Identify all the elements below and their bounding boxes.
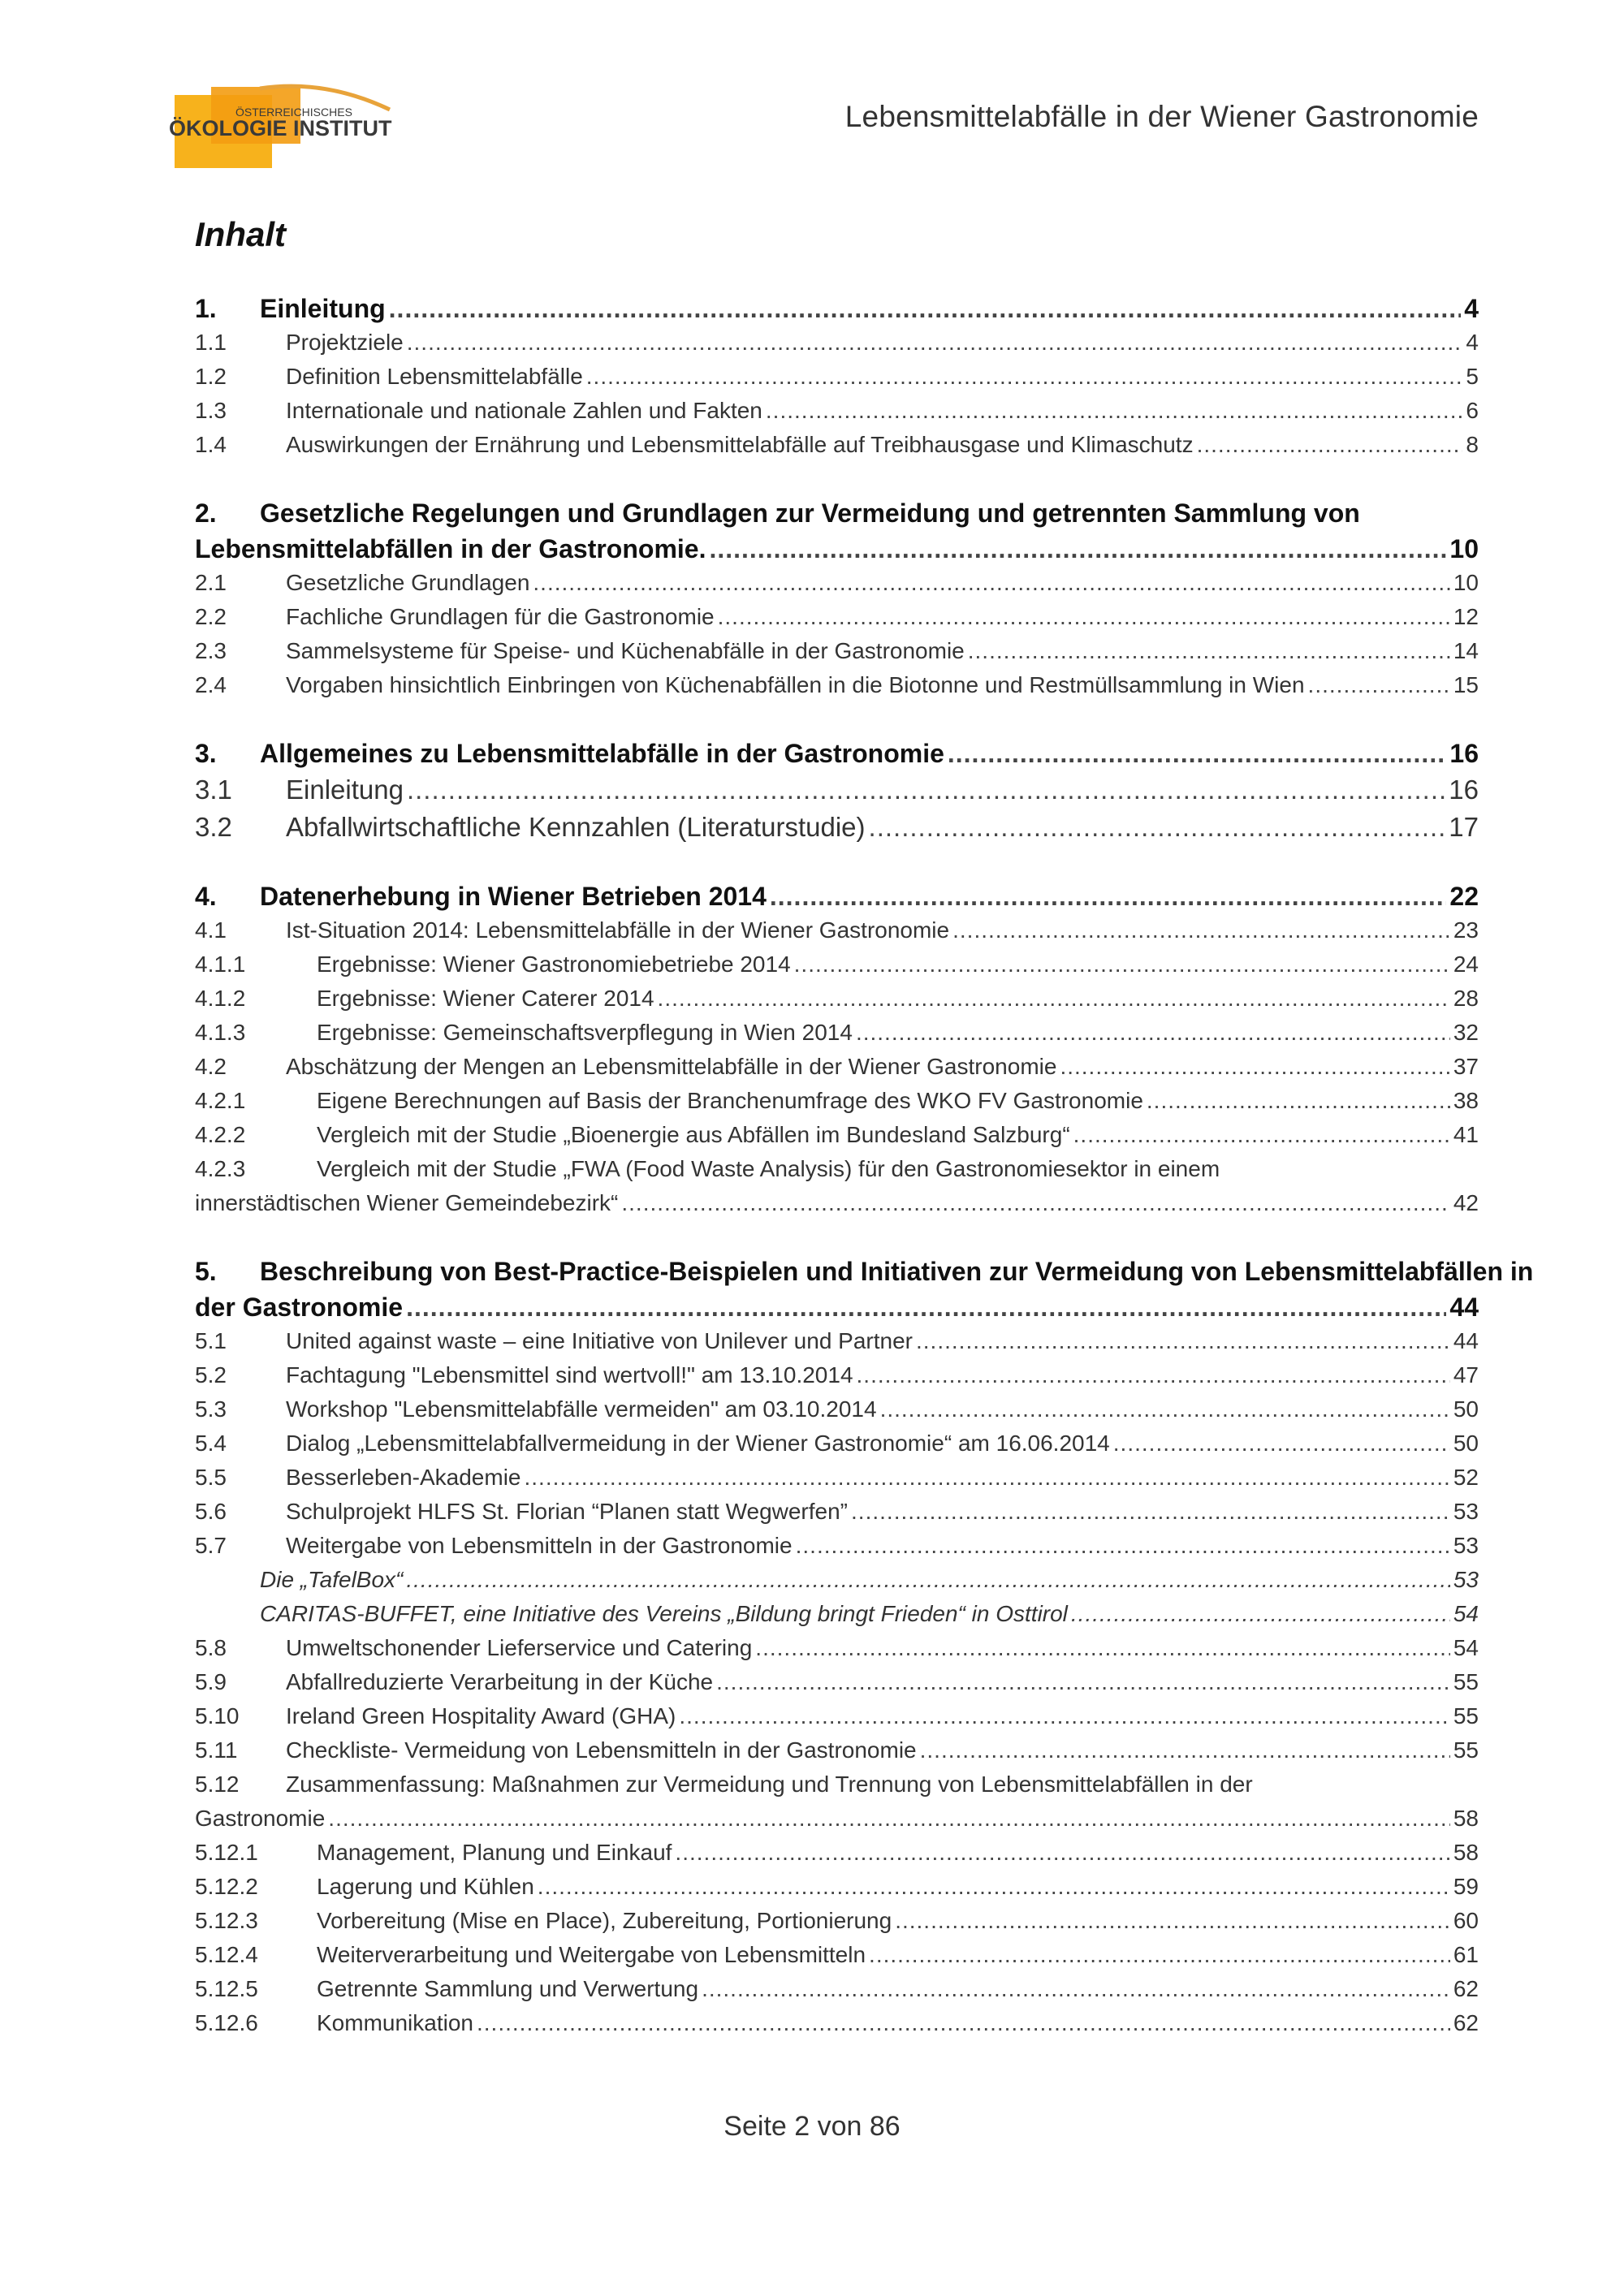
toc-title-line1: Beschreibung von Best-Practice-Beispielen und Initiativen zur Vermeidung von Lebensmittelabfällen in — [260, 1257, 1534, 1286]
toc-entry-3[interactable] — [195, 739, 1479, 775]
toc-number: 5.10 — [195, 1703, 240, 1728]
toc-number: 4.1.2 — [195, 986, 246, 1011]
toc-entry-5-12-cont[interactable] — [195, 1806, 1479, 1840]
toc-number: 5.5 — [195, 1465, 227, 1490]
toc-page: 15 — [1453, 672, 1479, 697]
toc-number: 3.2 — [195, 812, 232, 842]
toc-number: 5.2 — [195, 1362, 227, 1388]
toc-number: 4.2.3 — [195, 1156, 246, 1181]
toc-page: 32 — [1453, 1020, 1479, 1045]
toc-page: 50 — [1453, 1396, 1479, 1422]
toc-entry-4-1[interactable] — [195, 917, 1479, 952]
toc-title: Weitergabe von Lebensmitteln in der Gastronomie — [286, 1533, 793, 1558]
toc-entry-5-cont[interactable] — [195, 1293, 1479, 1328]
toc-title: Vorgaben hinsichtlich Einbringen von Küchenabfällen in die Biotonne und Restmüllsammlung in Wien — [286, 672, 1305, 697]
toc-number: 4.1.1 — [195, 952, 246, 977]
toc-number: 5.3 — [195, 1396, 227, 1422]
toc-number: 3. — [195, 739, 217, 768]
toc-entry-5-2[interactable] — [195, 1362, 1479, 1396]
toc-entry-5-4[interactable] — [195, 1431, 1479, 1465]
toc-title: Abfallwirtschaftliche Kennzahlen (Literaturstudie) — [286, 812, 866, 842]
toc-number: 2.4 — [195, 672, 227, 697]
toc-number: 5.12.4 — [195, 1942, 258, 1967]
table-of-contents — [195, 294, 1534, 2044]
toc-page: 53 — [1453, 1567, 1479, 1592]
toc-title: Schulprojekt HLFS St. Florian “Planen statt Wegwerfen” — [286, 1499, 849, 1524]
toc-entry-2[interactable] — [195, 498, 1479, 534]
toc-number: 1.3 — [195, 398, 227, 423]
toc-number: 2.3 — [195, 638, 227, 663]
toc-title-line2: der Gastronomie — [195, 1293, 404, 1322]
toc-title: Gesetzliche Grundlagen — [286, 570, 530, 595]
toc-page: 38 — [1453, 1088, 1479, 1113]
toc-page: 58 — [1453, 1806, 1479, 1831]
toc-heading: Inhalt — [195, 215, 286, 253]
toc-title: Auswirkungen der Ernährung und Lebensmittelabfälle auf Treibhausgase und Klimaschutz — [286, 432, 1194, 457]
toc-number: 4.1.3 — [195, 1020, 246, 1045]
toc-page: 6 — [1466, 398, 1479, 423]
toc-number: 5.12 — [195, 1772, 240, 1797]
toc-title: Die „TafelBox“ — [260, 1567, 404, 1592]
toc-page: 44 — [1449, 1293, 1479, 1322]
toc-entry-5-12-3[interactable] — [195, 1908, 1479, 1942]
toc-number: 1.1 — [195, 330, 227, 355]
document-header-title: Lebensmittelabfälle in der Wiener Gastronomie — [844, 100, 1479, 133]
toc-number: 5.12.6 — [195, 2010, 258, 2035]
toc-page: 55 — [1453, 1737, 1479, 1763]
toc-page: 10 — [1449, 534, 1479, 563]
toc-title: Ergebnisse: Gemeinschaftsverpflegung in Wien 2014 — [317, 1020, 853, 1045]
toc-number: 4. — [195, 882, 217, 911]
toc-title: Ergebnisse: Wiener Caterer 2014 — [317, 986, 654, 1011]
toc-title: Besserleben-Akademie — [286, 1465, 521, 1490]
toc-page: 10 — [1453, 570, 1479, 595]
toc-page: 60 — [1453, 1908, 1479, 1933]
toc-title: Checkliste- Vermeidung von Lebensmitteln in der Gastronomie — [286, 1737, 917, 1763]
toc-entry-1[interactable] — [195, 294, 1479, 330]
toc-title: Abschätzung der Mengen an Lebensmittelabfälle in der Wiener Gastronomie — [286, 1054, 1057, 1079]
toc-page: 8 — [1466, 432, 1479, 457]
toc-title: United against waste – eine Initiative von Unilever und Partner — [286, 1328, 913, 1353]
toc-number: 1.2 — [195, 364, 227, 389]
toc-entry-3-1[interactable] — [195, 775, 1479, 812]
toc-number: 5.11 — [195, 1737, 238, 1763]
oekologie-institut-logo — [162, 77, 406, 170]
toc-entry-3-2[interactable] — [195, 812, 1479, 849]
toc-entry-5-12-6[interactable] — [195, 2010, 1479, 2044]
toc-entry-5-1[interactable] — [195, 1328, 1479, 1362]
toc-page: 22 — [1449, 882, 1479, 911]
toc-title: Allgemeines zu Lebensmittelabfälle in der Gastronomie — [260, 739, 944, 768]
toc-page: 4 — [1466, 330, 1479, 355]
toc-entry-5-7[interactable] — [195, 1533, 1479, 1567]
toc-number: 5.12.5 — [195, 1976, 258, 2001]
toc-title: Ireland Green Hospitality Award (GHA) — [286, 1703, 676, 1728]
toc-page: 52 — [1453, 1465, 1479, 1490]
toc-title: Getrennte Sammlung und Verwertung — [317, 1976, 699, 2001]
toc-page: 41 — [1453, 1122, 1479, 1147]
toc-entry-2-3[interactable] — [195, 638, 1479, 672]
toc-entry-4-2[interactable] — [195, 1054, 1479, 1088]
toc-page: 54 — [1453, 1601, 1479, 1626]
toc-entry-5-9[interactable] — [195, 1669, 1479, 1703]
toc-title: Fachliche Grundlagen für die Gastronomie — [286, 604, 715, 629]
toc-entry-5-8[interactable] — [195, 1635, 1479, 1669]
toc-title-line2: innerstädtischen Wiener Gemeindebezirk“ — [195, 1190, 619, 1215]
toc-title: Vergleich mit der Studie „Bioenergie aus Abfällen im Bundesland Salzburg“ — [317, 1122, 1070, 1147]
toc-title: Ergebnisse: Wiener Gastronomiebetriebe 2014 — [317, 952, 791, 977]
toc-number: 5.12.1 — [195, 1840, 258, 1865]
toc-number: 4.2.1 — [195, 1088, 246, 1113]
toc-number: 5.8 — [195, 1635, 227, 1660]
toc-entry-1-1[interactable] — [195, 330, 1479, 364]
toc-number: 1. — [195, 294, 217, 323]
toc-page: 61 — [1453, 1942, 1479, 1967]
toc-page: 55 — [1453, 1703, 1479, 1728]
toc-title: Management, Planung und Einkauf — [317, 1840, 672, 1865]
toc-page: 62 — [1453, 1976, 1479, 2001]
toc-page: 50 — [1453, 1431, 1479, 1456]
toc-entry-5[interactable] — [195, 1257, 1534, 1293]
toc-entry-4-2-3[interactable] — [195, 1156, 1479, 1190]
toc-page: 62 — [1453, 2010, 1479, 2035]
toc-entry-4-2-1[interactable] — [195, 1088, 1479, 1122]
toc-page: 44 — [1453, 1328, 1479, 1353]
toc-title-line1: Gesetzliche Regelungen und Grundlagen zur Vermeidung und getrennten Sammlung von — [260, 498, 1360, 528]
toc-entry-5-7-caritas[interactable] — [195, 1601, 1479, 1635]
toc-entry-2-1[interactable] — [195, 570, 1479, 604]
toc-entry-4-2-3-cont[interactable] — [195, 1190, 1479, 1224]
toc-title: Eigene Berechnungen auf Basis der Branchenumfrage des WKO FV Gastronomie — [317, 1088, 1143, 1113]
toc-entry-5-12-1[interactable] — [195, 1840, 1479, 1874]
toc-entry-4-1-1[interactable] — [195, 952, 1479, 986]
toc-title: Fachtagung "Lebensmittel sind wertvoll!" am 13.10.2014 — [286, 1362, 853, 1388]
toc-entry-1-2[interactable] — [195, 364, 1479, 398]
toc-page: 23 — [1453, 917, 1479, 943]
toc-entry-5-7-tafelbox[interactable] — [195, 1567, 1479, 1601]
logo-small-text: ÖSTERREICHISCHES — [235, 106, 352, 119]
toc-page: 14 — [1453, 638, 1479, 663]
toc-number: 5.12.2 — [195, 1874, 258, 1899]
toc-entry-5-3[interactable] — [195, 1396, 1479, 1431]
toc-number: 5.4 — [195, 1431, 227, 1456]
toc-entry-5-12-5[interactable] — [195, 1976, 1479, 2010]
toc-number: 2.1 — [195, 570, 227, 595]
toc-page: 17 — [1449, 812, 1479, 842]
toc-entry-1-4[interactable] — [195, 432, 1479, 466]
toc-number: 5.7 — [195, 1533, 227, 1558]
toc-page: 5 — [1466, 364, 1479, 389]
toc-page: 4 — [1464, 294, 1479, 323]
toc-title-line2: Lebensmittelabfällen in der Gastronomie. — [195, 534, 706, 563]
toc-number: 4.1 — [195, 917, 227, 943]
toc-title: Kommunikation — [317, 2010, 473, 2035]
toc-title: CARITAS-BUFFET, eine Initiative des Vereins „Bildung bringt Frieden“ in Osttirol — [260, 1601, 1068, 1626]
toc-entry-5-12-2[interactable] — [195, 1874, 1479, 1908]
toc-entry-4-2-2[interactable] — [195, 1122, 1479, 1156]
toc-title: Projektziele — [286, 330, 404, 355]
toc-entry-4[interactable] — [195, 882, 1479, 917]
page-footer: Seite 2 von 86 — [723, 2111, 901, 2142]
toc-title: Lagerung und Kühlen — [317, 1874, 534, 1899]
toc-page: 53 — [1453, 1499, 1479, 1524]
toc-page: 47 — [1453, 1362, 1479, 1388]
toc-entry-5-6[interactable] — [195, 1499, 1479, 1533]
toc-page: 53 — [1453, 1533, 1479, 1558]
toc-number: 3.1 — [195, 775, 232, 805]
toc-page: 37 — [1453, 1054, 1479, 1079]
toc-entry-5-5[interactable] — [195, 1465, 1479, 1499]
toc-number: 5.1 — [195, 1328, 227, 1353]
toc-page: 16 — [1449, 775, 1479, 805]
toc-title: Internationale und nationale Zahlen und Fakten — [286, 398, 762, 423]
toc-entry-4-1-3[interactable] — [195, 1020, 1479, 1054]
toc-page: 24 — [1453, 952, 1479, 977]
toc-page: 58 — [1453, 1840, 1479, 1865]
toc-entry-4-1-2[interactable] — [195, 986, 1479, 1020]
toc-title: Weiterverarbeitung und Weitergabe von Lebensmitteln — [317, 1942, 866, 1967]
toc-title: Ist-Situation 2014: Lebensmittelabfälle in der Wiener Gastronomie — [286, 917, 950, 943]
logo-big-text: ÖKOLOGIE INSTITUT — [169, 116, 392, 140]
toc-entry-2-cont[interactable] — [195, 534, 1479, 570]
toc-page: 55 — [1453, 1669, 1479, 1694]
toc-title: Workshop "Lebensmittelabfälle vermeiden" am 03.10.2014 — [286, 1396, 877, 1422]
toc-page: 59 — [1453, 1874, 1479, 1899]
toc-title: Vorbereitung (Mise en Place), Zubereitung, Portionierung — [317, 1908, 892, 1933]
toc-page: 12 — [1453, 604, 1479, 629]
toc-page: 42 — [1453, 1190, 1479, 1215]
toc-entry-5-12-4[interactable] — [195, 1942, 1479, 1976]
toc-title: Abfallreduzierte Verarbeitung in der Küche — [286, 1669, 714, 1694]
toc-title: Sammelsysteme für Speise- und Küchenabfälle in der Gastronomie — [286, 638, 965, 663]
toc-number: 4.2 — [195, 1054, 227, 1079]
toc-number: 5.9 — [195, 1669, 227, 1694]
toc-number: 1.4 — [195, 432, 227, 457]
toc-number: 2. — [195, 498, 217, 528]
toc-title: Datenerhebung in Wiener Betrieben 2014 — [260, 882, 767, 911]
toc-number: 5. — [195, 1257, 217, 1286]
toc-entry-2-4[interactable] — [195, 672, 1479, 706]
toc-title-line1: Vergleich mit der Studie „FWA (Food Waste Analysis) für den Gastronomiesektor in einem — [317, 1156, 1220, 1181]
toc-page: 16 — [1449, 739, 1479, 768]
toc-number: 4.2.2 — [195, 1122, 246, 1147]
toc-entry-2-2[interactable] — [195, 604, 1479, 638]
toc-entry-1-3[interactable] — [195, 398, 1479, 432]
toc-page: 28 — [1453, 986, 1479, 1011]
toc-title: Umweltschonender Lieferservice und Catering — [286, 1635, 753, 1660]
toc-entry-5-10[interactable] — [195, 1703, 1479, 1737]
toc-title-line1: Zusammenfassung: Maßnahmen zur Vermeidung und Trennung von Lebensmittelabfällen in der — [286, 1772, 1253, 1797]
toc-title: Einleitung — [286, 775, 404, 805]
toc-number: 2.2 — [195, 604, 227, 629]
toc-entry-5-12[interactable] — [195, 1772, 1479, 1806]
toc-title: Einleitung — [260, 294, 386, 323]
toc-entry-5-11[interactable] — [195, 1737, 1479, 1772]
toc-title: Definition Lebensmittelabfälle — [286, 364, 583, 389]
toc-page: 54 — [1453, 1635, 1479, 1660]
toc-title-line2: Gastronomie — [195, 1806, 326, 1831]
toc-number: 5.6 — [195, 1499, 227, 1524]
toc-number: 5.12.3 — [195, 1908, 258, 1933]
toc-title: Dialog „Lebensmittelabfallvermeidung in der Wiener Gastronomie“ am 16.06.2014 — [286, 1431, 1110, 1456]
